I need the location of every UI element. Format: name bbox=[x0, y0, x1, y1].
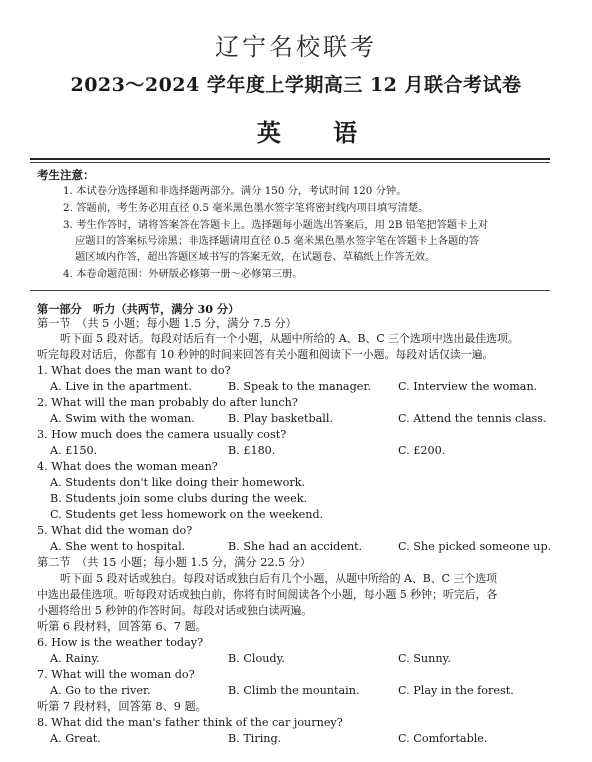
notice-item: 2. 答题前，考生务必用直径 0.5 毫米黑色墨水签字笔将密封线内项目填写清楚。 bbox=[63, 202, 429, 214]
section2-instruction: 听下面 5 段对话或独白。每段对话或独白后有几个小题，从题中所给的 A、B、C 三个选项 bbox=[60, 572, 498, 585]
option-b: B. Climb the mountain. bbox=[228, 684, 360, 697]
option-a: A. Swim with the woman. bbox=[50, 412, 195, 425]
question-stem: 4. What does the woman mean? bbox=[37, 460, 218, 473]
option-b: B. Speak to the manager. bbox=[228, 380, 372, 393]
option-c: C. She picked someone up. bbox=[398, 540, 552, 553]
question-stem: 3. How much does the camera usually cost? bbox=[37, 428, 287, 441]
option-c: C. Attend the tennis class. bbox=[398, 412, 547, 425]
notice-item: 应题目的答案标号涂黑；非选择题请用直径 0.5 毫米黑色墨水签字笔在答题卡上各题的答 bbox=[75, 235, 479, 247]
subject-title: 英 语 bbox=[256, 118, 380, 147]
notice-item: 4. 本卷命题范围：外研版必修第一册～必修第三册。 bbox=[63, 268, 303, 280]
option-c: C. Sunny. bbox=[398, 652, 451, 665]
section1-title: 第一节 （共 5 小题；每小题 1.5 分，满分 7.5 分） bbox=[37, 317, 297, 330]
notice-item: 1. 本试卷分选择题和非选择题两部分。满分 150 分，考试时间 120 分钟。 bbox=[63, 185, 407, 197]
notice-divider bbox=[30, 290, 550, 291]
option-c: C. £200. bbox=[398, 444, 446, 457]
option-c: C. Students get less homework on the weekend. bbox=[50, 508, 324, 521]
header-divider-thin bbox=[30, 162, 550, 163]
material-label: 听第 7 段材料，回答第 8、9 题。 bbox=[37, 700, 207, 713]
header-divider bbox=[30, 158, 550, 160]
option-c: C. Play in the forest. bbox=[398, 684, 514, 697]
option-a: A. Go to the river. bbox=[50, 684, 151, 697]
option-a: A. She went to hospital. bbox=[50, 540, 186, 553]
option-b: B. £180. bbox=[228, 444, 276, 457]
option-b: B. Play basketball. bbox=[228, 412, 333, 425]
section2-instruction: 中选出最佳选项。听每段对话或独白前，你将有时间阅读各个小题，每小题 5 秒钟；听完后，各 bbox=[37, 588, 498, 601]
option-b: B. Cloudy. bbox=[228, 652, 285, 665]
section1-instruction: 听完每段对话后，你都有 10 秒钟的时间来回答有关小题和阅读下一小题。每段对话仅读一遍。 bbox=[37, 348, 494, 361]
question-stem: 5. What did the woman do? bbox=[37, 524, 193, 537]
part1-title: 第一部分 听力（共两节，满分 30 分） bbox=[37, 302, 240, 316]
question-stem: 2. What will the man probably do after lunch? bbox=[37, 396, 298, 409]
option-b: B. She had an accident. bbox=[228, 540, 363, 553]
notice-item: 3. 考生作答时，请将答案答在答题卡上。选择题每小题选出答案后，用 2B 铅笔把答题卡上对 bbox=[63, 219, 489, 231]
exam-title: 2023～2024 学年度上学期高三 12 月联合考试卷 bbox=[70, 74, 522, 96]
question-stem: 7. What will the woman do? bbox=[37, 668, 195, 681]
option-b: B. Students join some clubs during the week. bbox=[50, 492, 308, 505]
notice-item: 题区域内作答，超出答题区域书写的答案无效，在试题卷、草稿纸上作答无效。 bbox=[75, 251, 436, 263]
option-a: A. Great. bbox=[50, 732, 101, 745]
option-a: A. £150. bbox=[50, 444, 98, 457]
section2-title: 第二节 （共 15 小题；每小题 1.5 分，满分 22.5 分） bbox=[37, 556, 312, 569]
option-a: A. Students don't like doing their homework. bbox=[50, 476, 306, 489]
option-a: A. Rainy. bbox=[50, 652, 100, 665]
material-label: 听第 6 段材料，回答第 6、7 题。 bbox=[37, 620, 207, 633]
question-stem: 6. How is the weather today? bbox=[37, 636, 204, 649]
option-b: B. Tiring. bbox=[228, 732, 282, 745]
school-title: 辽宁名校联考 bbox=[215, 33, 377, 61]
section2-instruction: 小题将给出 5 秒钟的作答时间。每段对话或独白读两遍。 bbox=[37, 604, 313, 617]
notice-title: 考生注意： bbox=[37, 168, 95, 182]
option-a: A. Live in the apartment. bbox=[50, 380, 192, 393]
option-c: C. Interview the woman. bbox=[398, 380, 538, 393]
question-stem: 8. What did the man's father think of the car journey? bbox=[37, 716, 343, 729]
question-stem: 1. What does the man want to do? bbox=[37, 364, 231, 377]
option-c: C. Comfortable. bbox=[398, 732, 488, 745]
section1-instruction: 听下面 5 段对话。每段对话后有一个小题，从题中所给的 A、B、C 三个选项中选出最佳选项。 bbox=[60, 332, 519, 345]
